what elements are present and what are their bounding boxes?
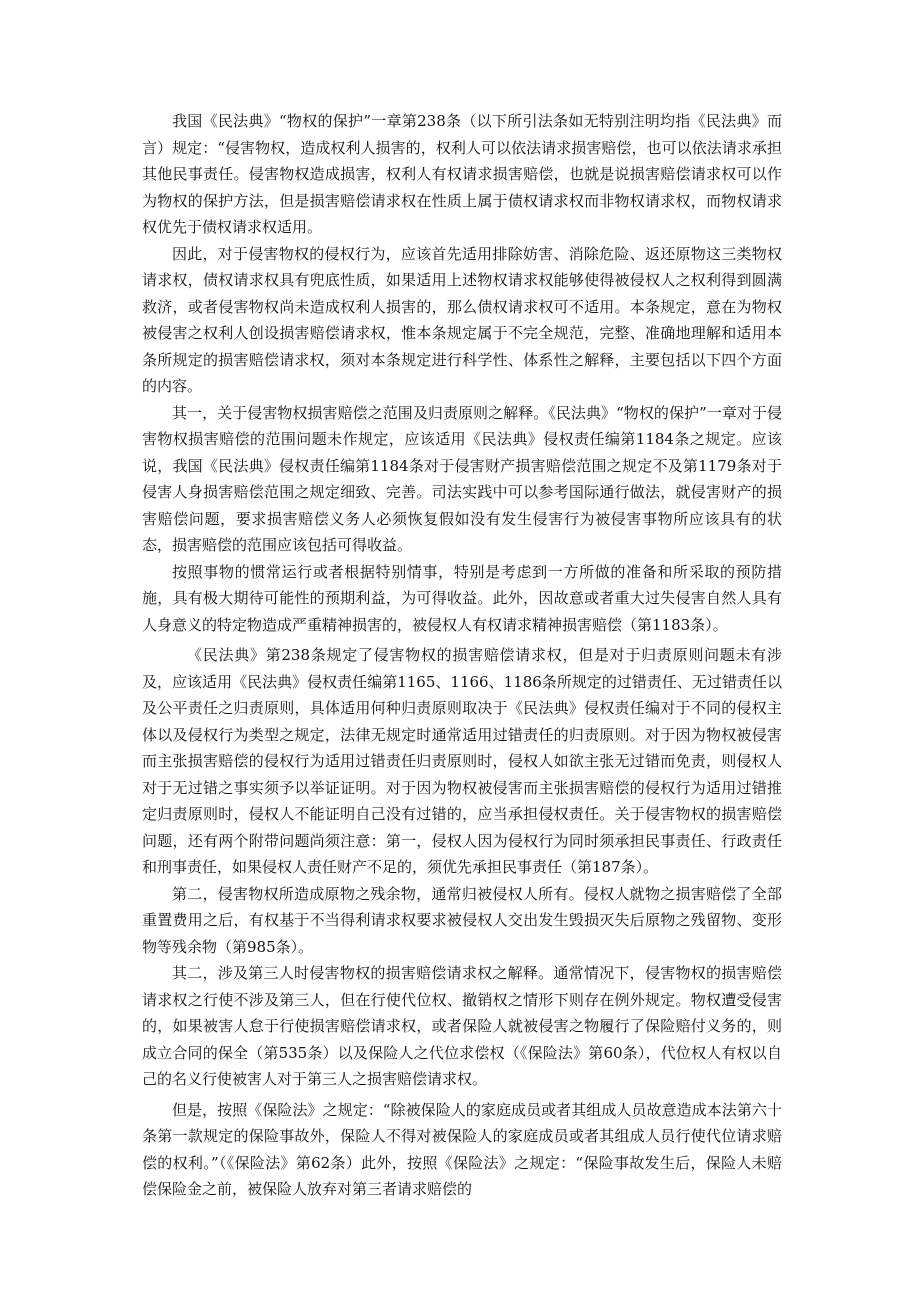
document-body	[142, 108, 782, 1203]
paragraph-3: 其一，关于侵害物权损害赔偿之范围及归责原则之解释。《民法典》“物权的保护”一章对于侵害物权损害赔偿的范围问题未作规定，应该适用《民法典》侵权责任编第1184条之规定。应该说，我国《民法典》侵权责任编第1184条对于侵害财产损害赔偿范围之规定不及第1179条对于侵害人身损害赔偿范围之规定细致、完善。司法实践中可以参考国际通行做法，就侵害财产的损害赔偿问题，要求损害赔偿义务人必须恢复假如没有发生侵害行为被侵害事物所应该具有的状态，损害赔偿的范围应该包括可得收益。	[142, 403, 782, 554]
paragraph-6: 第二，侵害物权所造成原物之残余物，通常归被侵权人所有。侵权人就物之损害赔偿了全部重置费用之后，有权基于不当得利请求权要求被侵权人交出发生毁损灭失后原物之残留物、变形物等残余物（第985条）。	[142, 884, 782, 956]
paragraph-1: 我国《民法典》“物权的保护”一章第238条（以下所引法条如无特别注明均指《民法典》而言）规定：“侵害物权，造成权利人损害的，权利人可以依法请求损害赔偿，也可以依法请求承担其他民事责任。侵害物权造成损害，权利人有权请求损害赔偿，也就是说损害赔偿请求权可以作为物权的保护方法，但是损害赔偿请求权在性质上属于债权请求权而非物权请求权，而物权请求权优先于债权请求权适用。	[142, 112, 782, 236]
paragraph-4: 按照事物的惯常运行或者根据特别情事，特别是考虑到一方所做的准备和所采取的预防措施，具有极大期待可能性的预期利益，为可得收益。此外，因故意或者重大过失侵害自然人具有人身意义的特定物造成严重精神损害的，被侵权人有权请求精神损害赔偿（第1183条）。	[142, 562, 782, 634]
paragraph-8: 但是，按照《保险法》之规定：“除被保险人的家庭成员或者其组成人员故意造成本法第六十条第一款规定的保险事故外，保险人不得对被保险人的家庭成员或者其组成人员行使代位请求赔偿的权利。”（《保险法》第62条）此外，按照《保险法》之规定：“保险事故发生后，保险人未赔偿保险金之前，被保险人放弃对第三者请求赔偿的	[142, 1100, 782, 1198]
paragraph-2: 因此，对于侵害物权的侵权行为，应该首先适用排除妨害、消除危险、返还原物这三类物权请求权，债权请求权具有兜底性质，如果适用上述物权请求权能够使得被侵权人之权利得到圆满救济，或者侵害物权尚未造成权利人损害的，那么债权请求权可不适用。本条规定，意在为物权被侵害之权利人创设损害赔偿请求权，惟本条规定属于不完全规范，完整、准确地理解和适用本条所规定的损害赔偿请求权，须对本条规定进行科学性、体系性之解释，主要包括以下四个方面的内容。	[142, 244, 782, 395]
paragraph-5: 《民法典》第238条规定了侵害物权的损害赔偿请求权，但是对于归责原则问题未有涉及，应该适用《民法典》侵权责任编第1165、1166、1186条所规定的过错责任、无过错责任以及公平责任之归责原则，具体适用何种归责原则取决于《民法典》侵权责任编对于不同的侵权主体以及侵权行为类型之规定，法律无规定时通常适用过错责任的归责原则。对于因为物权被侵害而主张损害赔偿的侵权行为适用过错责任归责原则时，侵权人如欲主张无过错而免责，则侵权人对于无过错之事实须予以举证证明。对于因为物权被侵害而主张损害赔偿的侵权行为适用过错推定归责原则时，侵权人不能证明自己没有过错的，应当承担侵权责任。关于侵害物权的损害赔偿问题，还有两个附带问题尚须注意：第一，侵权人因为侵权行为同时须承担民事责任、行政责任和刑事责任，如果侵权人责任财产不足的，须优先承担民事责任（第187条）。	[142, 646, 782, 876]
paragraph-7: 其二，涉及第三人时侵害物权的损害赔偿请求权之解释。通常情况下，侵害物权的损害赔偿请求权之行使不涉及第三人，但在行使代位权、撤销权之情形下则存在例外规定。物权遭受侵害的，如果被害人怠于行使损害赔偿请求权，或者保险人就被侵害之物履行了保险赔付义务的，则成立合同的保全（第535条）以及保险人之代位求偿权（《保险法》第60条），代位权人有权以自己的名义行使被害人对于第三人之损害赔偿请求权。	[142, 964, 782, 1088]
